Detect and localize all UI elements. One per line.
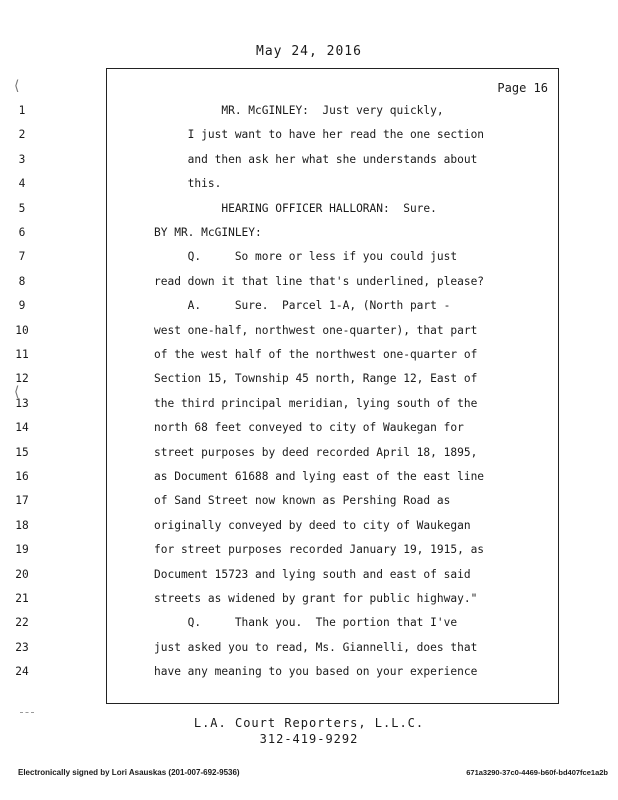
line-text: streets as widened by grant for public highway." <box>154 592 478 605</box>
line-text: MR. McGINLEY: Just very quickly, <box>154 104 444 117</box>
line-number: 6 <box>18 226 26 239</box>
document-id: 671a3290-37c0-4469-b60f-bd407fce1a2b <box>466 768 608 777</box>
transcript-line <box>15 418 618 438</box>
line-number: 3 <box>18 152 26 166</box>
transcript-line <box>18 296 618 316</box>
line-text: of Sand Street now known as Pershing Road as <box>154 494 451 508</box>
line-text: Q. So more or less if you could just <box>154 250 458 264</box>
line-number: 12 <box>15 372 29 386</box>
line-text: the third principal meridian, lying south of the <box>154 396 478 410</box>
transcript-line <box>15 613 618 633</box>
line-number: 2 <box>18 128 26 142</box>
transcript-page <box>15 68 559 704</box>
transcript-line <box>18 101 618 121</box>
line-text: originally conveyed by deed to city of Waukegan <box>154 518 471 532</box>
line-text: read down it that line that's underlined, please? <box>154 274 485 288</box>
transcript-line <box>18 272 618 292</box>
line-text: north 68 feet conveyed to city of Waukegan for <box>154 421 464 435</box>
transcript-line <box>15 345 618 365</box>
line-number: 23 <box>15 640 29 654</box>
margin-mark: ⟨ <box>14 384 20 400</box>
line-number: 15 <box>15 445 29 459</box>
transcript-line <box>15 394 618 414</box>
transcript-line <box>15 540 618 560</box>
line-text: and then ask her what she understands about <box>154 152 478 166</box>
transcript-line <box>15 662 618 682</box>
line-number: 5 <box>18 201 26 215</box>
transcript-date: May 24, 2016 <box>256 44 362 59</box>
line-text: as Document 61688 and lying east of the east line <box>154 470 485 483</box>
line-number: 8 <box>18 274 26 288</box>
line-number: 19 <box>15 543 29 557</box>
transcript-line <box>18 199 618 219</box>
page-number: Page 16 <box>497 81 548 95</box>
line-text: Section 15, Township 45 north, Range 12, East of <box>154 372 478 386</box>
transcript-line <box>18 223 618 243</box>
line-text: of the west half of the northwest one-quarter of <box>154 348 478 361</box>
transcript-line <box>15 467 618 487</box>
transcript-line <box>18 174 618 194</box>
line-number: 11 <box>15 348 29 361</box>
line-text: just asked you to read, Ms. Giannelli, does that <box>154 640 478 654</box>
line-number: 17 <box>15 494 29 508</box>
line-number: 22 <box>15 616 29 630</box>
line-text: I just want to have her read the one section <box>154 128 485 142</box>
line-text: BY MR. McGINLEY: <box>154 226 262 239</box>
line-text: A. Sure. Parcel 1-A, (North part - <box>154 299 451 313</box>
line-text: this. <box>154 177 222 191</box>
margin-mark: ⟨ <box>14 78 20 94</box>
line-number: 1 <box>18 104 26 117</box>
line-number: 13 <box>15 396 29 410</box>
line-text: street purposes by deed recorded April 18, 1895, <box>154 445 478 459</box>
line-text: Document 15723 and lying south and east of said <box>154 567 471 581</box>
line-number: 16 <box>15 470 29 483</box>
transcript-line <box>18 247 618 267</box>
transcript-line <box>18 150 618 170</box>
line-number: 24 <box>15 665 29 679</box>
line-text: HEARING OFFICER HALLORAN: Sure. <box>154 201 437 215</box>
line-text: west one-half, northwest one-quarter), that part <box>154 323 478 337</box>
transcript-line <box>15 491 618 511</box>
transcript-line <box>15 321 618 341</box>
transcript-line <box>15 589 618 609</box>
line-number: 18 <box>15 518 29 532</box>
transcript-line <box>15 369 618 389</box>
line-number: 21 <box>15 592 29 605</box>
line-number: 4 <box>18 177 26 191</box>
line-text: Q. Thank you. The portion that I've <box>154 616 458 630</box>
line-number: 20 <box>15 567 29 581</box>
reporter-firm: L.A. Court Reporters, L.L.C. <box>193 716 425 730</box>
transcript-line <box>15 516 618 536</box>
transcript-line <box>15 638 618 658</box>
line-number: 14 <box>15 421 29 435</box>
electronic-signature: Electronically signed by Lori Asauskas (201-007-692-9536) <box>18 768 240 777</box>
line-text: for street purposes recorded January 19, 1915, as <box>154 543 485 557</box>
line-number: 10 <box>15 323 29 337</box>
transcript-line <box>18 125 618 145</box>
transcript-line <box>15 443 618 463</box>
line-text: have any meaning to you based on your experience <box>154 665 478 679</box>
reporter-phone: 312-419-9292 <box>259 732 359 746</box>
line-number: 7 <box>18 250 26 264</box>
line-number: 9 <box>18 299 26 313</box>
transcript-line <box>15 565 618 585</box>
margin-dash <box>20 712 34 713</box>
